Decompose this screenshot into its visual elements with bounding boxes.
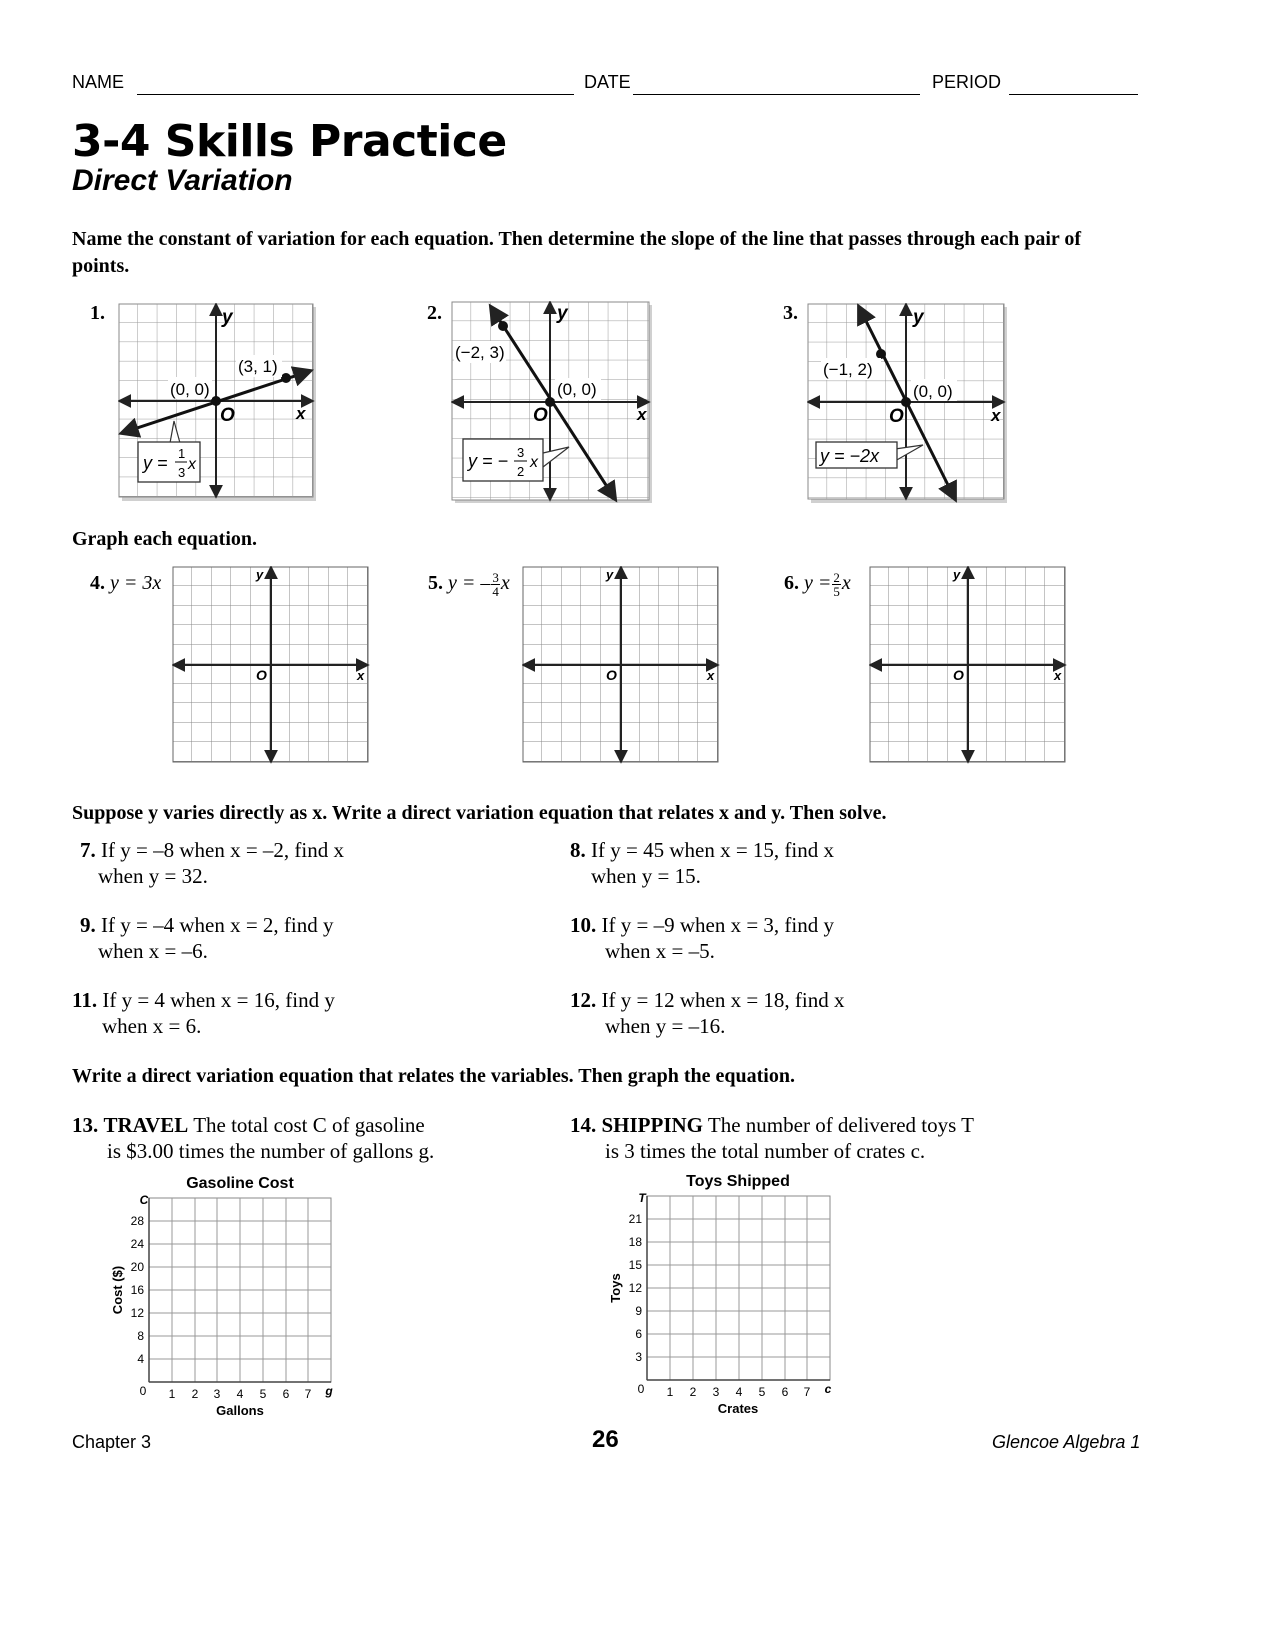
problem-4-label — [90, 570, 161, 596]
x-tick: 5 — [758, 1385, 766, 1399]
x-axis-label: x — [357, 668, 365, 683]
x-tick: 0 — [637, 1382, 645, 1396]
problem-12-number: 12. — [570, 988, 597, 1012]
x-tick: 1 — [168, 1387, 176, 1401]
eq-numerator: 3 — [517, 445, 525, 460]
x-tick: 4 — [236, 1387, 244, 1401]
date-field[interactable] — [633, 94, 920, 95]
x-var-label: g — [325, 1384, 333, 1398]
problem-3-graph — [807, 303, 1009, 505]
problem-5-eq-numerator: 3 — [492, 569, 499, 585]
page-title: 3-4 Skills Practice — [72, 116, 507, 167]
problem-7-line1: If y = –8 when x = –2, find x — [101, 838, 344, 862]
origin-label: O — [220, 405, 235, 426]
y-axis-title: Toys — [608, 1273, 623, 1303]
problem-6-eq-var: x — [841, 572, 851, 594]
y-axis-label: y — [953, 567, 961, 582]
point-label: (−1, 2) — [823, 360, 873, 379]
problem-5-blank-graph[interactable] — [522, 566, 720, 766]
y-axis-label: y — [913, 307, 924, 328]
y-var-label: T — [638, 1191, 646, 1205]
y-axis-label: y — [222, 307, 233, 328]
problem-11-line1: If y = 4 when x = 16, find y — [102, 988, 335, 1012]
period-label: PERIOD — [932, 72, 1002, 92]
section3-instruction: Suppose y varies directly as x. Write a direct variation equation that relates x and y. Then solve. — [72, 802, 887, 824]
y-tick: 18 — [628, 1235, 642, 1249]
problem-12-line2: when y = –16. — [605, 1014, 726, 1038]
x-tick: 0 — [139, 1384, 147, 1398]
eq-var: x — [530, 454, 538, 471]
problem-12 — [570, 987, 845, 1039]
problem-8-number: 8. — [570, 838, 586, 862]
problem-6-blank-graph[interactable] — [869, 566, 1067, 766]
problem-10-number: 10. — [570, 913, 597, 937]
problem-2-graph — [451, 301, 654, 505]
problem-14-topic: SHIPPING — [601, 1113, 704, 1137]
section1-instruction: Name the constant of variation for each equation. Then determine the slope of the line that passes through each pair of points. — [72, 228, 1082, 277]
problem-13-line2: is $3.00 times the number of gallons g. — [107, 1139, 435, 1163]
x-axis-label: x — [991, 406, 1001, 425]
origin-label: O — [953, 667, 964, 683]
problem-8-line1: If y = 45 when x = 15, find x — [591, 838, 834, 862]
footer-book: Glencoe Algebra 1 — [992, 1432, 1141, 1452]
problem-2-number: 2. — [427, 302, 442, 324]
origin-label: O — [533, 405, 548, 426]
y-tick: 20 — [130, 1260, 144, 1274]
x-tick: 2 — [191, 1387, 199, 1401]
problem-10-line2: when x = –5. — [605, 939, 715, 963]
x-tick: 6 — [781, 1385, 789, 1399]
x-tick: 4 — [735, 1385, 743, 1399]
y-tick: 16 — [130, 1283, 144, 1297]
problem-7-line2: when y = 32. — [98, 864, 208, 888]
y-tick: 9 — [635, 1304, 642, 1318]
problem-6-eq-numerator: 2 — [833, 569, 840, 585]
problem-1-graph — [118, 303, 318, 505]
y-axis-label: y — [606, 567, 614, 582]
x-tick: 7 — [803, 1385, 811, 1399]
x-axis-title: Crates — [717, 1401, 759, 1416]
eq-denominator: 3 — [178, 465, 186, 480]
gasoline-cost-graph[interactable] — [100, 1170, 340, 1420]
origin-label: O — [606, 667, 617, 683]
eq-prefix: y = — [143, 453, 168, 473]
section4-instruction: Write a direct variation equation that relates the variables. Then graph the equation. — [72, 1065, 795, 1087]
y-tick: 12 — [130, 1306, 144, 1320]
x-tick: 1 — [666, 1385, 674, 1399]
origin-point-label: (0, 0) — [170, 380, 210, 399]
problem-7-number: 7. — [80, 838, 96, 862]
problem-14-line2: is 3 times the total number of crates c. — [605, 1139, 926, 1163]
x-axis-label: x — [1054, 668, 1062, 683]
x-tick: 3 — [712, 1385, 720, 1399]
y-tick: 21 — [628, 1212, 642, 1226]
problem-13-number: 13. — [72, 1113, 99, 1137]
eq-prefix: y = − — [468, 451, 509, 471]
problem-9 — [80, 912, 334, 964]
chart-title: Gasoline Cost — [186, 1175, 294, 1192]
x-tick: 3 — [213, 1387, 221, 1401]
problem-10-line1: If y = –9 when x = 3, find y — [601, 913, 834, 937]
name-field[interactable] — [137, 94, 574, 95]
y-tick: 4 — [137, 1352, 144, 1366]
x-tick: 7 — [304, 1387, 312, 1401]
y-tick: 6 — [635, 1327, 642, 1341]
y-tick: 15 — [628, 1258, 642, 1272]
problem-6-number: 6. — [784, 572, 799, 594]
problem-5-label — [428, 570, 510, 598]
problem-14-line1: The number of delivered toys T — [707, 1113, 975, 1137]
problem-7 — [80, 837, 344, 889]
y-tick: 24 — [130, 1237, 144, 1251]
problem-4-blank-graph[interactable] — [172, 566, 370, 766]
problem-11-number: 11. — [72, 988, 98, 1012]
problem-5-eq-denominator: 4 — [492, 583, 499, 599]
x-tick: 6 — [282, 1387, 290, 1401]
problem-5-number: 5. — [428, 572, 443, 594]
y-axis-title: Cost ($) — [110, 1265, 125, 1315]
problem-13-line1: The total cost C of gasoline — [193, 1113, 425, 1137]
problem-14 — [570, 1112, 974, 1164]
x-axis-label: x — [707, 668, 715, 683]
eq-denominator: 2 — [517, 464, 525, 479]
eq-var: x — [188, 456, 196, 473]
section2-instruction: Graph each equation. — [72, 528, 258, 550]
x-axis-title: Gallons — [216, 1403, 264, 1418]
problem-6-eq-denominator: 5 — [833, 583, 840, 599]
point-label: (−2, 3) — [455, 343, 505, 362]
x-tick: 2 — [689, 1385, 697, 1399]
problem-13 — [72, 1112, 434, 1164]
problem-8 — [570, 837, 834, 889]
eq-numerator: 1 — [178, 446, 186, 461]
problem-14-number: 14. — [570, 1113, 597, 1137]
problem-11 — [72, 987, 335, 1039]
eq-text: y = −2x — [820, 446, 880, 466]
point-label: (3, 1) — [238, 357, 278, 376]
page-subtitle: Direct Variation — [72, 164, 293, 197]
y-axis-label: y — [256, 567, 264, 582]
x-tick: 5 — [259, 1387, 267, 1401]
problem-13-topic: TRAVEL — [103, 1113, 189, 1137]
problem-1-number: 1. — [90, 302, 105, 324]
problem-3-number: 3. — [783, 302, 798, 324]
origin-point-label: (0, 0) — [557, 380, 597, 399]
problem-9-line1: If y = –4 when x = 2, find y — [101, 913, 334, 937]
date-label: DATE — [584, 72, 631, 92]
problem-9-line2: when x = –6. — [98, 939, 208, 963]
y-axis-label: y — [557, 303, 568, 324]
problem-10 — [570, 912, 834, 964]
problem-12-line1: If y = 12 when x = 18, find x — [601, 988, 845, 1012]
problem-4-equation: y = 3x — [110, 572, 162, 594]
origin-label: O — [256, 667, 267, 683]
problem-6-label — [784, 570, 851, 598]
toys-shipped-graph[interactable] — [598, 1168, 838, 1418]
problem-9-number: 9. — [80, 913, 96, 937]
y-tick: 12 — [628, 1281, 642, 1295]
problem-8-line2: when y = 15. — [591, 864, 701, 888]
problem-5-eq-var: x — [500, 572, 510, 594]
origin-label: O — [889, 406, 904, 427]
name-label: NAME — [72, 72, 125, 92]
problem-5-eq-prefix: y = – — [448, 572, 491, 594]
x-var-label: c — [824, 1382, 832, 1396]
x-axis-label: x — [637, 405, 647, 424]
origin-point-label: (0, 0) — [913, 382, 953, 401]
x-axis-label: x — [296, 404, 306, 423]
page-number: 26 — [592, 1426, 619, 1453]
problem-6-eq-prefix: y = — [804, 572, 832, 594]
y-tick: 8 — [137, 1329, 144, 1343]
y-var-label: C — [139, 1193, 149, 1207]
y-tick: 3 — [635, 1350, 642, 1364]
period-field[interactable] — [1009, 94, 1138, 95]
problem-11-line2: when x = 6. — [102, 1014, 202, 1038]
y-tick: 28 — [130, 1214, 144, 1228]
problem-4-number: 4. — [90, 572, 105, 594]
chart-title: Toys Shipped — [686, 1173, 790, 1190]
footer-chapter: Chapter 3 — [72, 1432, 152, 1452]
